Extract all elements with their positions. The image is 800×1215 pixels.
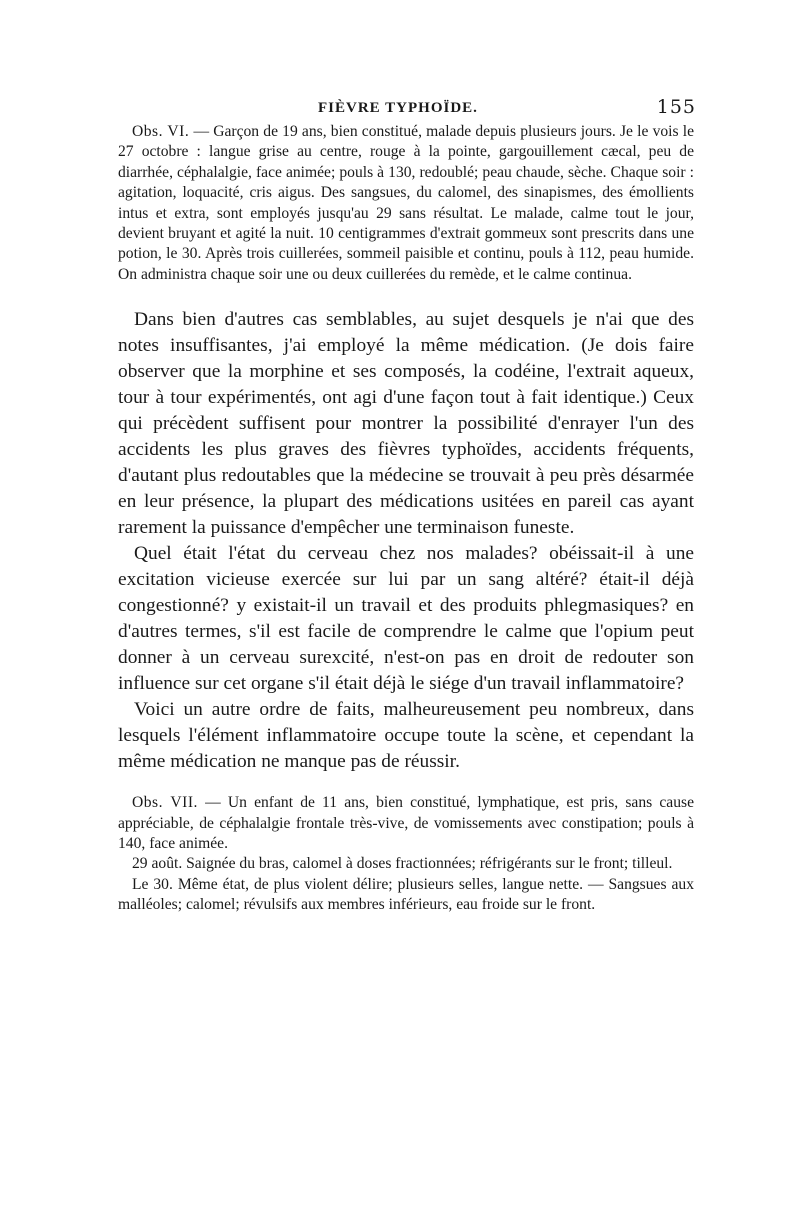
observation-7-label: Obs. VII.: [132, 794, 198, 812]
page-number: 155: [656, 96, 696, 118]
observation-6: [118, 122, 694, 285]
observation-6-label: Obs. VI.: [132, 123, 190, 140]
paragraph-3: Voici un autre ordre de faits, malheureusement peu nombreux, dans lesquels l'élément inflammatoire occupe toute la scène, et cependant la même médication ne manque pas de réussir.: [118, 699, 694, 773]
observation-7-paragraph-3: Le 30. Même état, de plus violent délire; plusieurs selles, langue nette. — Sangsues aux malléoles; calomel; révulsifs aux membres inférieurs, eau froide sur le front.: [118, 875, 694, 914]
observation-7-paragraph-2: 29 août. Saignée du bras, calomel à doses fractionnées; réfrigérants sur le front; tilleul.: [132, 855, 673, 873]
paragraph-1: Dans bien d'autres cas semblables, au sujet desquels je n'ai que des notes insuffisantes, j'ai employé la même médication. (Je dois faire observer que la morphine et ses composés, la codéine, l'extrait aqueux, tour à tour expérimentés, ont agi d'une façon tout à fait identique.) Ceux qui précèdent suffisent pour montrer la possibilité d'enrayer l'un des accidents les plus graves des fièvres typhoïdes, accidents fréquents, d'autant plus redoutables que la médecine se trouvait à peu près désarmée en leur présence, la plupart des médications usitées en pareil cas ayant rarement la puissance d'empêcher une terminaison funeste.: [118, 309, 694, 539]
observation-7: [118, 793, 694, 854]
observation-7-text: — Un enfant de 11 ans, bien constitué, lymphatique, est pris, sans cause appréciable, de céphalalgie frontale très-vive, de vomissements avec constipation; pouls à 140, face animée.: [118, 794, 694, 853]
observation-6-text: — Garçon de 19 ans, bien constitué, malade depuis plusieurs jours. Je le vois le 27 octobre : langue grise au centre, rouge à la pointe, gargouillement cæcal, peu de diarrhée, céphalalgie, face animée; pouls à 130, redoublé; peau chaude, sèche. Chaque soir : agitation, loquacité, cris aigus. Des sangsues, du calomel, des sinapismes, des émollients intus et extra, sont employés jusqu'au 29 sans résultat. Le malade, calme tout le jour, devient bruyant et agité la nuit. 10 centigrammes d'extrait gommeux sont prescrits dans une potion, le 30. Après trois cuillerées, sommeil paisible et continu, pouls à 112, peau humide. On administra chaque soir une ou deux cuillerées du remède, et le calme continua.: [118, 123, 694, 283]
running-title: FIÈVRE TYPHOÏDE.: [318, 100, 478, 116]
paragraph-2: Quel était l'état du cerveau chez nos malades? obéissait-il à une excitation vicieuse exercée sur lui par un sang altéré? était-il déjà congestionné? y existait-il un travail et des produits phlegmasiques? en d'autres termes, s'il est facile de comprendre le calme que l'opium peut donner à un cerveau surexcité, n'est-on pas en droit de redouter son influence sur cet organe s'il était déjà le siége d'un travail inflammatoire?: [118, 543, 694, 695]
running-header: [118, 96, 694, 122]
